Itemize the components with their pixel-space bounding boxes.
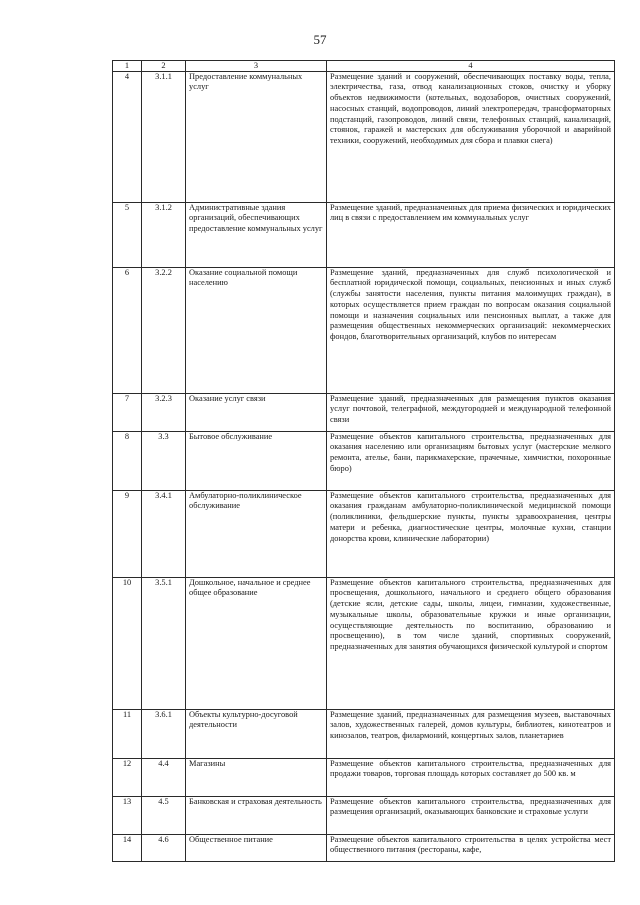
table-row [113, 431, 615, 490]
table-row [113, 796, 615, 834]
use-name: Общественное питание [186, 834, 327, 861]
use-code: 4.5 [142, 796, 186, 834]
use-description: Размещение зданий, предназначенных для служб психологической и бесплатной юридической помощи, социальных, пенсионных и иных служб (службы занятости населения, пункты питания малоимущих граждан), в которых осуществляется прием граждан по вопросам оказания социальной помощи и назначения социальных или пенсионных выплат, а также для размещения общественных некоммерческих организаций: некоммерческих фондов, благотворительных организаций, клубов по интересам [327, 267, 615, 393]
use-name: Объекты культурно-досуговой деятельности [186, 709, 327, 758]
row-number: 4 [113, 71, 142, 202]
use-description: Размещение зданий и сооружений, обеспечивающих поставку воды, тепла, электричества, газа, отвод канализационных стоков, очистку и уборку объектов недвижимости (котельных, водозаборов, очистных сооружений, насосных станций, водопроводов, линий электропередач, трансформаторных подстанций, газопроводов, линий связи, телефонных станций, канализаций, стоянок, гаражей и мастерских для обслуживания уборочной и аварийной техники, сооружений, необходимых для сбора и плавки снега) [327, 71, 615, 202]
use-code: 3.6.1 [142, 709, 186, 758]
use-description: Размещение объектов капитального строительства, предназначенных для размещения организаций, оказывающих банковские и страховые услуги [327, 796, 615, 834]
use-code: 3.2.3 [142, 393, 186, 431]
use-description: Размещение объектов капитального строительства в целях устройства мест общественного питания (рестораны, кафе, [327, 834, 615, 861]
row-number: 12 [113, 758, 142, 796]
use-name: Оказание социальной помощи населению [186, 267, 327, 393]
table-row [113, 490, 615, 577]
row-number: 13 [113, 796, 142, 834]
use-description: Размещение объектов капитального строительства, предназначенных для оказания гражданам амбулаторно-поликлинической медицинской помощи (поликлиники, фельдшерские пункты, пункты здравоохранения, центры матери и ребенка, диагностические центры, молочные кухни, станции донорства крови, клинические лаборатории) [327, 490, 615, 577]
use-description: Размещение объектов капитального строительства, предназначенных для продажи товаров, торговая площадь которых составляет до 500 кв. м [327, 758, 615, 796]
row-number: 7 [113, 393, 142, 431]
table-row [113, 834, 615, 861]
use-name: Административные здания организаций, обеспечивающих предоставление коммунальных услуг [186, 202, 327, 267]
header-col-3: 3 [186, 61, 327, 72]
use-description: Размещение объектов капитального строительства, предназначенных для просвещения, дошкольного, начального и среднего общего образования (детские ясли, детские сады, школы, лицеи, гимназии, художественные, музыкальные школы, образовательные кружки и иные организации, осуществляющие деятельность по воспитанию, образованию и просвещению), в том числе зданий, спортивных сооружений, предназначенных для занятия обучающихся физической культурой и спортом [327, 577, 615, 709]
use-name: Оказание услуг связи [186, 393, 327, 431]
use-name: Предоставление коммунальных услуг [186, 71, 327, 202]
use-code: 3.4.1 [142, 490, 186, 577]
row-number: 10 [113, 577, 142, 709]
header-col-4: 4 [327, 61, 615, 72]
use-name: Магазины [186, 758, 327, 796]
use-code: 3.1.1 [142, 71, 186, 202]
use-name: Бытовое обслуживание [186, 431, 327, 490]
land-use-table [112, 60, 615, 862]
use-name: Амбулаторно-поликлиническое обслуживание [186, 490, 327, 577]
use-code: 4.4 [142, 758, 186, 796]
use-description: Размещение зданий, предназначенных для размещения пунктов оказания услуг почтовой, телеграфной, междугородней и международной телефонной связи [327, 393, 615, 431]
table-header-row [113, 61, 615, 72]
row-number: 14 [113, 834, 142, 861]
page-number: 57 [313, 32, 327, 47]
use-code: 3.3 [142, 431, 186, 490]
row-number: 6 [113, 267, 142, 393]
table-row [113, 267, 615, 393]
use-code: 3.5.1 [142, 577, 186, 709]
table-row [113, 202, 615, 267]
table-row [113, 758, 615, 796]
use-name: Банковская и страховая деятельность [186, 796, 327, 834]
table-row [113, 577, 615, 709]
table-row [113, 393, 615, 431]
use-description: Размещение зданий, предназначенных для размещения музеев, выставочных залов, художественных галерей, домов культуры, библиотек, кинотеатров и кинозалов, театров, филармоний, концертных залов, планетариев [327, 709, 615, 758]
header-col-2: 2 [142, 61, 186, 72]
use-name: Дошкольное, начальное и среднее общее образование [186, 577, 327, 709]
use-code: 3.2.2 [142, 267, 186, 393]
use-description: Размещение объектов капитального строительства, предназначенных для оказания населению или организациям бытовых услуг (мастерские мелкого ремонта, ателье, бани, парикмахерские, прачечные, химчистки, похоронные бюро) [327, 431, 615, 490]
row-number: 11 [113, 709, 142, 758]
row-number: 8 [113, 431, 142, 490]
table-row [113, 709, 615, 758]
table-row [113, 71, 615, 202]
use-description: Размещение зданий, предназначенных для приема физических и юридических лиц в связи с предоставлением им коммунальных услуг [327, 202, 615, 267]
header-col-1: 1 [113, 61, 142, 72]
row-number: 5 [113, 202, 142, 267]
use-code: 4.6 [142, 834, 186, 861]
use-code: 3.1.2 [142, 202, 186, 267]
row-number: 9 [113, 490, 142, 577]
